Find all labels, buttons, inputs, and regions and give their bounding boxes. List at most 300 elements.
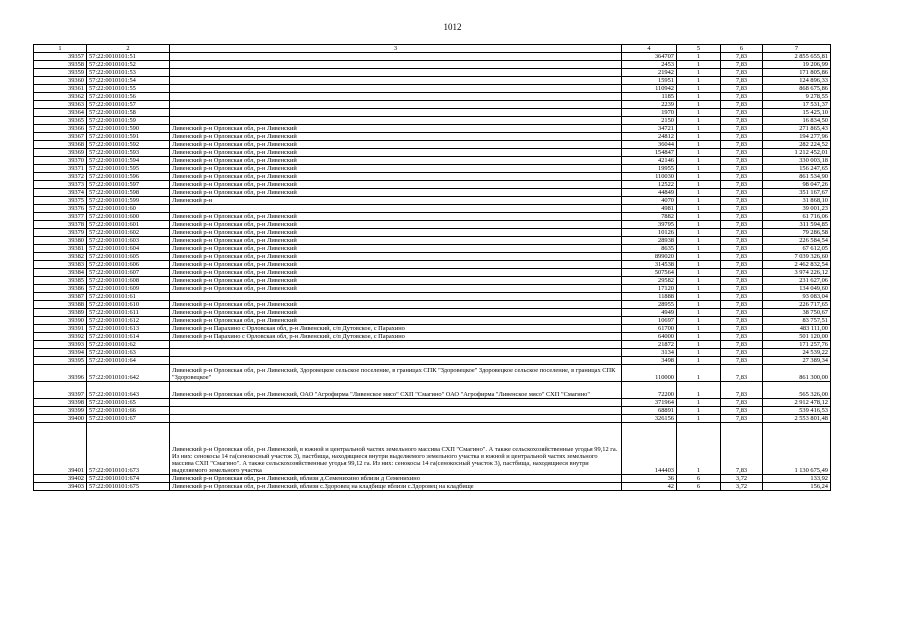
table-cell: 57:22:0010101:57 — [87, 101, 170, 109]
table-cell: 57:22:0010101:65 — [87, 399, 170, 407]
table-cell: 1 — [677, 109, 721, 117]
table-row — [34, 399, 831, 407]
table-cell: 39388 — [34, 301, 87, 309]
table-cell: Ливенский р-н Орловская обл, р-н Ливенский, Здоровецкое сельское поселение, в границах СПК "Здоровецкое" Здоровецкое сельское поселение, в границах СПК "Здоровецкое" — [170, 365, 622, 382]
table-cell: 39384 — [34, 269, 87, 277]
table-cell: 483 111,00 — [763, 325, 831, 333]
table-cell: 507564 — [622, 269, 677, 277]
table-cell: 2 553 801,48 — [763, 415, 831, 423]
table-cell: 1 — [677, 77, 721, 85]
table-cell: 39386 — [34, 285, 87, 293]
table-cell: 28938 — [622, 237, 677, 245]
table-cell — [170, 77, 622, 85]
table-row — [34, 53, 831, 61]
table-row — [34, 309, 831, 317]
table-cell: 4949 — [622, 309, 677, 317]
table-cell: 7,83 — [721, 415, 763, 423]
table-cell: 12522 — [622, 181, 677, 189]
table-cell: 17120 — [622, 285, 677, 293]
table-cell: 21872 — [622, 341, 677, 349]
table-row — [34, 157, 831, 165]
table-cell: 7,83 — [721, 141, 763, 149]
table-cell: 39365 — [34, 117, 87, 125]
table-cell: 7,83 — [721, 325, 763, 333]
table-row — [34, 181, 831, 189]
table-cell: 39360 — [34, 77, 87, 85]
table-row — [34, 85, 831, 93]
table-cell: 7,83 — [721, 237, 763, 245]
table-cell: 7,83 — [721, 213, 763, 221]
table-cell: 39403 — [34, 483, 87, 491]
table-cell: 314538 — [622, 261, 677, 269]
table-cell: 7,83 — [721, 61, 763, 69]
table-cell: 24812 — [622, 133, 677, 141]
table-cell: 1 — [677, 365, 721, 382]
table-cell: 7,83 — [721, 101, 763, 109]
table-cell: Ливенский р-н Орловская обл, р-н Ливенский — [170, 317, 622, 325]
table-row — [34, 341, 831, 349]
table-cell: 7882 — [622, 213, 677, 221]
table-row — [34, 253, 831, 261]
table-cell: 1 — [677, 333, 721, 341]
table-cell: 7,83 — [721, 93, 763, 101]
table-cell: 10126 — [622, 229, 677, 237]
table-cell: 39369 — [34, 149, 87, 157]
table-cell: 7,83 — [721, 85, 763, 93]
table-cell: 57:22:0010101:61 — [87, 293, 170, 301]
table-cell: 39383 — [34, 261, 87, 269]
table-cell: 4070 — [622, 197, 677, 205]
table-row — [34, 333, 831, 341]
table-row — [34, 229, 831, 237]
table-cell: 1 — [677, 133, 721, 141]
table-cell: 19955 — [622, 165, 677, 173]
table-cell: 2239 — [622, 101, 677, 109]
table-cell: 39363 — [34, 101, 87, 109]
table-cell: 3,72 — [721, 475, 763, 483]
table-cell: 7,83 — [721, 197, 763, 205]
table-cell: 57:22:0010101:610 — [87, 301, 170, 309]
table-row — [34, 301, 831, 309]
table-cell: 39393 — [34, 341, 87, 349]
table-cell: Ливенский р-н Орловская обл, р-н Ливенский — [170, 149, 622, 157]
table-cell: Ливенский р-н Орловская обл, р-н Ливенский — [170, 173, 622, 181]
table-cell — [170, 109, 622, 117]
table-cell: 39373 — [34, 181, 87, 189]
table-cell: 57:22:0010101:609 — [87, 285, 170, 293]
table-cell: 1 — [677, 125, 721, 133]
table-cell: 57:22:0010101:596 — [87, 173, 170, 181]
table-cell: 7,83 — [721, 205, 763, 213]
cadastral-table — [33, 44, 831, 491]
table-cell: 2 855 655,81 — [763, 53, 831, 61]
table-row — [34, 101, 831, 109]
table-cell: 7,83 — [721, 261, 763, 269]
table-cell: 7,83 — [721, 277, 763, 285]
table-cell: 1 — [677, 269, 721, 277]
table-cell: 57:22:0010101:60 — [87, 205, 170, 213]
table-row — [34, 213, 831, 221]
table-cell: 1 — [677, 357, 721, 365]
table-cell: Ливенский р-н Орловская обл, р-н Ливенский — [170, 157, 622, 165]
table-cell: 351 167,67 — [763, 189, 831, 197]
table-cell: 39357 — [34, 53, 87, 61]
table-cell: 7,83 — [721, 301, 763, 309]
table-cell: 28955 — [622, 301, 677, 309]
table-cell: 7,83 — [721, 317, 763, 325]
table-cell: 7,83 — [721, 309, 763, 317]
table-cell: Ливенский р-н Орловская обл, р-н Ливенский — [170, 309, 622, 317]
table-cell: 7,83 — [721, 245, 763, 253]
table-cell: 1 — [677, 325, 721, 333]
table-cell: 7,83 — [721, 293, 763, 301]
table-cell: 10697 — [622, 317, 677, 325]
table-row — [34, 349, 831, 357]
table-cell: 39368 — [34, 141, 87, 149]
table-cell: 1 — [677, 341, 721, 349]
table-cell: 39 001,23 — [763, 205, 831, 213]
table-cell: 57:22:0010101:53 — [87, 69, 170, 77]
table-cell: 39362 — [34, 93, 87, 101]
table-cell: 39398 — [34, 399, 87, 407]
table-cell: 861 300,00 — [763, 365, 831, 382]
table-cell: Ливенский р-н Орловская обл, р-н Ливенский — [170, 125, 622, 133]
table-cell — [170, 415, 622, 423]
table-cell: 311 594,85 — [763, 221, 831, 229]
table-row — [34, 382, 831, 399]
table-cell: 39399 — [34, 407, 87, 415]
table-cell: 42 — [622, 483, 677, 491]
table-row — [34, 165, 831, 173]
table-cell: 39392 — [34, 333, 87, 341]
table-cell: 7,83 — [721, 365, 763, 382]
table-cell: 42146 — [622, 157, 677, 165]
table-cell: 39370 — [34, 157, 87, 165]
table-cell: 1 — [677, 399, 721, 407]
table-cell: 57:22:0010101:64 — [87, 357, 170, 365]
table-cell: 27 389,34 — [763, 357, 831, 365]
table-row — [34, 325, 831, 333]
table-row — [34, 317, 831, 325]
table-cell: 39400 — [34, 415, 87, 423]
table-cell: 93 083,04 — [763, 293, 831, 301]
table-cell: 1 — [677, 213, 721, 221]
table-cell: Ливенский р-н Орловская обл, р-н Ливенский, вблизи с.Здоровец на кладбище вблизи с.Здоровец на кладбище — [170, 483, 622, 491]
table-cell: Ливенский р-н — [170, 197, 622, 205]
table-cell: Ливенский р-н Орловская обл, р-н Ливенский — [170, 189, 622, 197]
table-cell: Ливенский р-н Орловская обл, р-н Ливенский — [170, 253, 622, 261]
table-cell: 39376 — [34, 205, 87, 213]
table-cell: Ливенский р-н Орловская обл, р-н Ливенский — [170, 269, 622, 277]
table-cell: Ливенский р-н Орловская обл, р-н Ливенский — [170, 261, 622, 269]
table-cell: 7,83 — [721, 382, 763, 399]
table-cell: 39381 — [34, 245, 87, 253]
table-cell — [170, 349, 622, 357]
table-cell: 1 — [677, 301, 721, 309]
table-cell — [170, 53, 622, 61]
table-cell: Ливенский р-н Парахино с Орловская обл, р-н Ливенский, с/п Дутовское, с Парахино — [170, 333, 622, 341]
table-cell: 133,92 — [763, 475, 831, 483]
table-cell: 3,72 — [721, 483, 763, 491]
table-cell: 1 — [677, 407, 721, 415]
table-cell: 57:22:0010101:54 — [87, 77, 170, 85]
table-cell: 364707 — [622, 53, 677, 61]
table-cell: 57:22:0010101:55 — [87, 85, 170, 93]
table-cell: 67 612,05 — [763, 245, 831, 253]
table-cell: 7,83 — [721, 407, 763, 415]
table-cell: 1 — [677, 382, 721, 399]
table-cell: 1 — [677, 221, 721, 229]
table-cell: 156,24 — [763, 483, 831, 491]
table-cell: 39359 — [34, 69, 87, 77]
table-cell — [170, 85, 622, 93]
table-cell: 1 — [677, 93, 721, 101]
column-header: 1 — [34, 45, 87, 53]
table-cell: 6 — [677, 475, 721, 483]
table-cell: 330 003,18 — [763, 157, 831, 165]
table-cell: 39397 — [34, 382, 87, 399]
table-cell: 7,83 — [721, 149, 763, 157]
table-row — [34, 423, 831, 475]
table-cell: 39382 — [34, 253, 87, 261]
table-cell: Ливенский р-н Орловская обл, р-н Ливенский — [170, 229, 622, 237]
table-cell: 57:22:0010101:612 — [87, 317, 170, 325]
table-cell: 39394 — [34, 349, 87, 357]
table-cell: 29582 — [622, 277, 677, 285]
table-cell: 7,83 — [721, 341, 763, 349]
table-cell: 39390 — [34, 317, 87, 325]
table-cell — [170, 407, 622, 415]
table-cell: Ливенский р-н Орловская обл, р-н Ливенский, в южной и центральной частях земельного массива СХП "Смагино". А также сельскохозяйственные угодья 99,12 га. Из них: сенокосы 14 га(сенокосный участок 3), пастбища, находящиеся внутри выделяемого земельного участка в южной и центральной частях земельного массива СХП "Смагино". А также сельскохозяйственные угодья 99,12 га. Из них: сенокосы 14 га(сенокосный участок 3), пастбища, находящиеся внутри выделяемого земельного участка — [170, 423, 622, 475]
table-cell: 1 — [677, 157, 721, 165]
table-cell: 39378 — [34, 221, 87, 229]
table-cell: 39401 — [34, 423, 87, 475]
table-cell: 226 717,65 — [763, 301, 831, 309]
table-cell: Ливенский р-н Орловская обл, р-н Ливенский — [170, 237, 622, 245]
table-cell: 7,83 — [721, 189, 763, 197]
table-cell: 1 — [677, 293, 721, 301]
table-cell: 39366 — [34, 125, 87, 133]
table-cell: 7,83 — [721, 53, 763, 61]
table-cell: Ливенский р-н Орловская обл, р-н Ливенский — [170, 165, 622, 173]
table-cell: 39385 — [34, 277, 87, 285]
table-row — [34, 189, 831, 197]
table-cell: 4981 — [622, 205, 677, 213]
table-cell: 57:22:0010101:605 — [87, 253, 170, 261]
table-cell: 7,83 — [721, 173, 763, 181]
table-cell: 57:22:0010101:591 — [87, 133, 170, 141]
table-cell: 1 — [677, 205, 721, 213]
table-cell: 39371 — [34, 165, 87, 173]
table-cell: 868 675,86 — [763, 85, 831, 93]
table-cell: 1 — [677, 229, 721, 237]
table-cell: 57:22:0010101:52 — [87, 61, 170, 69]
table-cell: 2150 — [622, 117, 677, 125]
table-cell: 31 868,10 — [763, 197, 831, 205]
table-cell: 39387 — [34, 293, 87, 301]
column-header: 6 — [721, 45, 763, 53]
table-cell: 1 — [677, 253, 721, 261]
table-cell — [170, 205, 622, 213]
table-cell: Ливенский р-н Орловская обл, р-н Ливенский — [170, 285, 622, 293]
table-cell: 39358 — [34, 61, 87, 69]
table-row — [34, 205, 831, 213]
table-cell: 39377 — [34, 213, 87, 221]
table-cell: 39364 — [34, 109, 87, 117]
table-cell: Ливенский р-н Орловская обл, р-н Ливенский — [170, 181, 622, 189]
table-cell: 57:22:0010101:614 — [87, 333, 170, 341]
table-row — [34, 365, 831, 382]
table-cell: Ливенский р-н Орловская обл, р-н Ливенский, вблизи д.Семенихино вблизи д Семенихино — [170, 475, 622, 483]
table-row — [34, 133, 831, 141]
table-cell: 57:22:0010101:675 — [87, 483, 170, 491]
table-cell: 171 257,76 — [763, 341, 831, 349]
table-cell: 7,83 — [721, 423, 763, 475]
table-cell: 57:22:0010101:62 — [87, 341, 170, 349]
table-cell — [170, 357, 622, 365]
table-cell: 36044 — [622, 141, 677, 149]
table-cell: 1 — [677, 101, 721, 109]
table-cell: 7,83 — [721, 349, 763, 357]
table-header-row — [34, 45, 831, 53]
table-cell: 57:22:0010101:593 — [87, 149, 170, 157]
table-cell: 3498 — [622, 357, 677, 365]
table-cell: 57:22:0010101:613 — [87, 325, 170, 333]
table-cell: 1 — [677, 53, 721, 61]
column-header: 4 — [622, 45, 677, 53]
table-cell: 57:22:0010101:56 — [87, 93, 170, 101]
table-cell: 57:22:0010101:600 — [87, 213, 170, 221]
table-cell: 39380 — [34, 237, 87, 245]
table-cell: 565 326,00 — [763, 382, 831, 399]
table-cell: 57:22:0010101:67 — [87, 415, 170, 423]
table-cell: 7,83 — [721, 399, 763, 407]
column-header: 3 — [170, 45, 622, 53]
table-cell — [170, 93, 622, 101]
table-cell: 1 — [677, 415, 721, 423]
table-cell: Ливенский р-н Орловская обл, р-н Ливенский — [170, 141, 622, 149]
table-cell: 36 — [622, 475, 677, 483]
table-cell: Ливенский р-н Орловская обл, р-н Ливенский, ОАО "Агрофирма "Ливенское мясо" СХП "Смагино" ОАО "Агрофирма "Ливенское мясо" СХП "Смагино" — [170, 382, 622, 399]
table-cell: 57:22:0010101:606 — [87, 261, 170, 269]
table-cell — [170, 399, 622, 407]
table-cell: 39395 — [34, 357, 87, 365]
table-row — [34, 415, 831, 423]
table-cell: 1185 — [622, 93, 677, 101]
table-cell: 57:22:0010101:594 — [87, 157, 170, 165]
table-row — [34, 197, 831, 205]
table-cell: 57:22:0010101:611 — [87, 309, 170, 317]
table-cell: 1 — [677, 285, 721, 293]
table-row — [34, 269, 831, 277]
table-cell: 7,83 — [721, 333, 763, 341]
table-cell: Ливенский р-н Орловская обл, р-н Ливенский — [170, 301, 622, 309]
table-cell: 68891 — [622, 407, 677, 415]
table-cell — [170, 117, 622, 125]
table-cell: 3 974 226,12 — [763, 269, 831, 277]
table-cell: 7,83 — [721, 109, 763, 117]
table-row — [34, 141, 831, 149]
table-cell: 44849 — [622, 189, 677, 197]
table-cell: 1 — [677, 197, 721, 205]
table-cell: 1 — [677, 165, 721, 173]
table-cell: 11888 — [622, 293, 677, 301]
table-cell: 21942 — [622, 69, 677, 77]
table-row — [34, 109, 831, 117]
table-cell — [170, 69, 622, 77]
table-cell: 1 — [677, 277, 721, 285]
table-cell: 1 212 452,01 — [763, 149, 831, 157]
table-cell: 1 — [677, 85, 721, 93]
table-row — [34, 221, 831, 229]
table-row — [34, 407, 831, 415]
table-cell: 57:22:0010101:597 — [87, 181, 170, 189]
table-cell: 57:22:0010101:642 — [87, 365, 170, 382]
table-cell: 98 047,26 — [763, 181, 831, 189]
table-cell: 110030 — [622, 173, 677, 181]
table-cell: 7,83 — [721, 181, 763, 189]
table-cell: 271 865,43 — [763, 125, 831, 133]
table-cell: 1 — [677, 261, 721, 269]
table-cell: 57:22:0010101:599 — [87, 197, 170, 205]
table-cell: 1 — [677, 149, 721, 157]
table-cell: 34721 — [622, 125, 677, 133]
table-cell: Ливенский р-н Орловская обл, р-н Ливенский — [170, 221, 622, 229]
table-row — [34, 357, 831, 365]
table-cell: 2 462 832,54 — [763, 261, 831, 269]
table-cell: 1 — [677, 61, 721, 69]
table-cell: 7,83 — [721, 285, 763, 293]
table-cell: 861 534,90 — [763, 173, 831, 181]
table-cell: 57:22:0010101:607 — [87, 269, 170, 277]
table-cell: 7 039 326,60 — [763, 253, 831, 261]
table-cell: 7,83 — [721, 229, 763, 237]
table-cell — [170, 61, 622, 69]
table-row — [34, 173, 831, 181]
table-row — [34, 69, 831, 77]
table-row — [34, 483, 831, 491]
table-cell: Ливенский р-н Орловская обл, р-н Ливенский — [170, 133, 622, 141]
table-cell: 19 206,99 — [763, 61, 831, 69]
table-cell: 15951 — [622, 77, 677, 85]
table-cell: 154847 — [622, 149, 677, 157]
table-cell: 57:22:0010101:602 — [87, 229, 170, 237]
table-cell: 2453 — [622, 61, 677, 69]
table-cell: 501 120,00 — [763, 333, 831, 341]
table-cell: 1 — [677, 237, 721, 245]
table-cell: 39795 — [622, 221, 677, 229]
column-header: 7 — [763, 45, 831, 53]
table-row — [34, 61, 831, 69]
table-cell: 231 627,06 — [763, 277, 831, 285]
table-row — [34, 93, 831, 101]
table-row — [34, 237, 831, 245]
table-cell: 371964 — [622, 399, 677, 407]
table-cell: 110942 — [622, 85, 677, 93]
table-cell: 144403 — [622, 423, 677, 475]
table-cell: Ливенский р-н Орловская обл, р-н Ливенский — [170, 245, 622, 253]
table-cell: 57:22:0010101:595 — [87, 165, 170, 173]
table-cell: 15 425,10 — [763, 109, 831, 117]
table-row — [34, 149, 831, 157]
column-header: 2 — [87, 45, 170, 53]
table-cell: 7,83 — [721, 357, 763, 365]
table-cell: 2 912 478,12 — [763, 399, 831, 407]
table-cell: 1 — [677, 349, 721, 357]
page-number: 1012 — [443, 22, 462, 32]
table-cell: 16 834,50 — [763, 117, 831, 125]
table-cell: Ливенский р-н Орловская обл, р-н Ливенский — [170, 277, 622, 285]
